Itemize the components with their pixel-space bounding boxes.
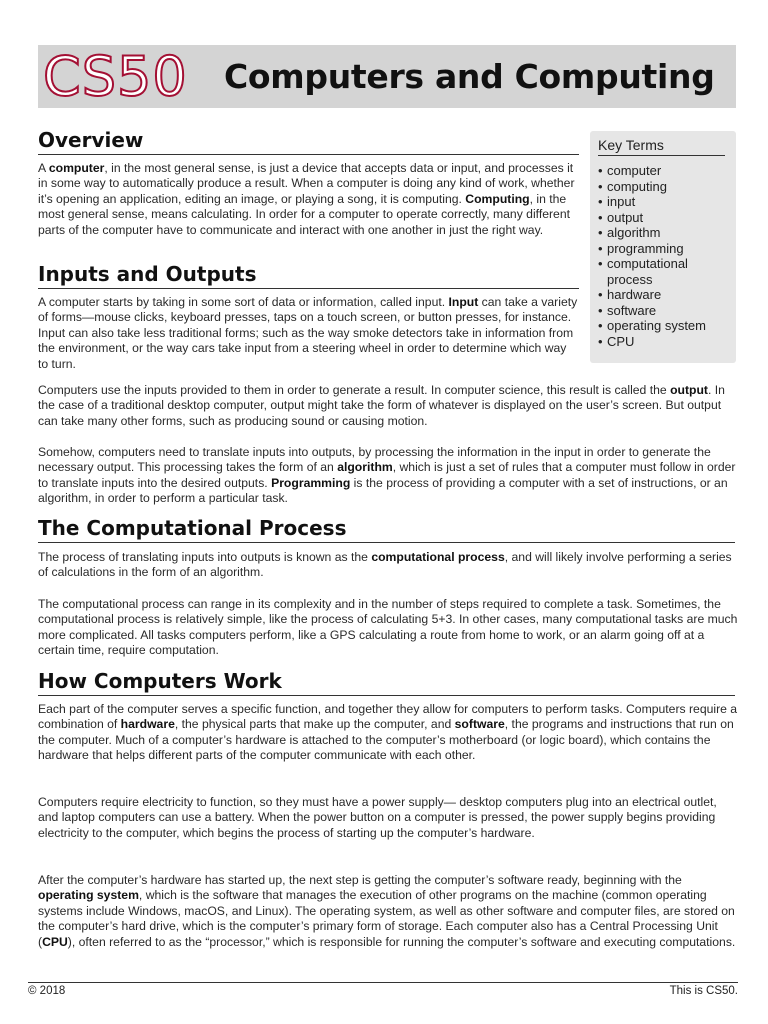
footer-tagline: This is CS50.: [669, 985, 738, 997]
inputs-outputs-heading: Inputs and Outputs: [38, 261, 579, 289]
key-term-bold: Computing: [465, 191, 530, 206]
operating-system-paragraph: After the computer’s hardware has started up, the next step is getting the computer’s software ready, beginning with the operating system, which is the software that manages the execution of other programs on the machine (common operating systems include Windows, macOS, and Linux). The operating system, as well as other software and computer files, are stored on the computer’s hard drive, which is the computer’s primary form of storage. Each computer also has a Central Processing Unit (CPU), often referred to as the “processor,” which is responsible for running the computer’s software and executing computations.: [38, 873, 736, 949]
key-term-item: • output: [598, 209, 644, 225]
how-computers-work-heading: How Computers Work: [38, 668, 735, 696]
key-terms-box: [590, 131, 736, 363]
footer-copyright: © 2018: [28, 985, 66, 997]
key-term-bold: computational process: [371, 550, 505, 564]
key-term-bold: CPU: [42, 934, 68, 949]
key-terms-title: Key Terms: [598, 136, 725, 156]
key-term-item: • hardware: [598, 287, 662, 302]
footer-divider: [28, 982, 738, 983]
hardware-software-paragraph: Each part of the computer serves a specific function, and together they allow for computers to perform tasks. Computers require a combination of hardware, the physical parts that make up the computer, and software, the programs and instructions that run on the computer. Much of a computer’s hardware is attached to the computer’s motherboard (or logic board), which contains the hardware that helps different parts of the computer communicate with each other.: [38, 702, 738, 763]
key-term-item: • algorithm: [598, 225, 661, 240]
key-term-bold: algorithm: [337, 460, 393, 475]
key-term-item: • programming: [598, 240, 684, 256]
key-term-bold: output: [670, 383, 708, 397]
key-term-item: • computational: [598, 256, 688, 271]
overview-heading: Overview: [38, 127, 579, 155]
cs50-logo: CS50: [43, 45, 188, 108]
algorithm-paragraph: Somehow, computers need to translate inputs into outputs, by processing the information in the input in order to generate the necessary output. This processing takes the form of an algorithm, which is just a set of rules that a computer must follow in order to translate inputs into the desired outputs. Programming is the process of providing a computer with a set of instructions, or an algorithm, in order to perform a particular task.: [38, 445, 736, 506]
output-paragraph: Computers use the inputs provided to them in order to generate a result. In computer science, this result is called the output. In the case of a traditional desktop computer, output might take the form of whatever is displayed on the user’s screen. But output can take many other forms, such as producing sound or causing motion.: [38, 383, 725, 428]
computational-process-paragraph: The process of translating inputs into outputs is known as the computational process, and will likely involve performing a series of calculations in the form of an algorithm.: [38, 550, 732, 580]
key-terms-list: [598, 163, 706, 349]
key-term-item: • software: [598, 302, 657, 318]
input-paragraph: A computer starts by taking in some sort of data or information, called input. Input can take a variety of forms—mouse clicks, keyboard presses, taps on a touch screen, or button presses, for instance. Input can also take less traditional forms; such as the way smoke detectors take in information from the environment, or the way cars take input from a steering wheel in order to determine which way to turn.: [38, 295, 578, 371]
complexity-paragraph: The computational process can range in its complexity and in the number of steps required to complete a task. Sometimes, the computational process is relatively simple, like the process of calculating 5+3. In other cases, many computational tasks are much more complicated. All tasks computers perform, like a GPS calculating a route from home to work, or an alarm going off at a certain time, require computation.: [38, 597, 738, 658]
computational-process-heading: The Computational Process: [38, 515, 735, 543]
page-title: Computers and Computing: [224, 57, 715, 96]
key-term-bold: Programming: [271, 475, 351, 490]
key-term-item: • computer: [598, 163, 662, 178]
key-term-item: • operating system: [598, 318, 706, 333]
key-term-item: • computing: [598, 178, 667, 194]
key-term-bold: hardware: [120, 717, 175, 732]
key-term-item: • input: [598, 194, 636, 209]
key-term-bold: operating system: [38, 888, 139, 903]
key-term-item-continued: process: [607, 271, 653, 287]
page-header: [38, 45, 736, 108]
key-term-bold: Input: [448, 295, 479, 309]
power-supply-paragraph: Computers require electricity to function, so they must have a power supply— desktop computers plug into an electrical outlet, and laptop computers can use a battery. When the power button on a computer is pressed, the power supply begins providing electricity to the computer, which begins the process of starting up the computer’s hardware.: [38, 795, 717, 840]
key-term-bold: computer: [48, 161, 105, 175]
overview-paragraph: A computer, in the most general sense, is just a device that accepts data or input, and processes it in some way to automatically produce a result. When a computer is doing any kind of work, whether it’s opening an application, editing an image, or playing a song, it is computing. Computing, in the most general sense, means calculating. In order for a computer to operate correctly, many different parts of the computer have to communicate and interact with one another in just the right way.: [38, 161, 575, 237]
key-term-item: • CPU: [598, 333, 635, 349]
key-term-bold: software: [454, 717, 505, 732]
